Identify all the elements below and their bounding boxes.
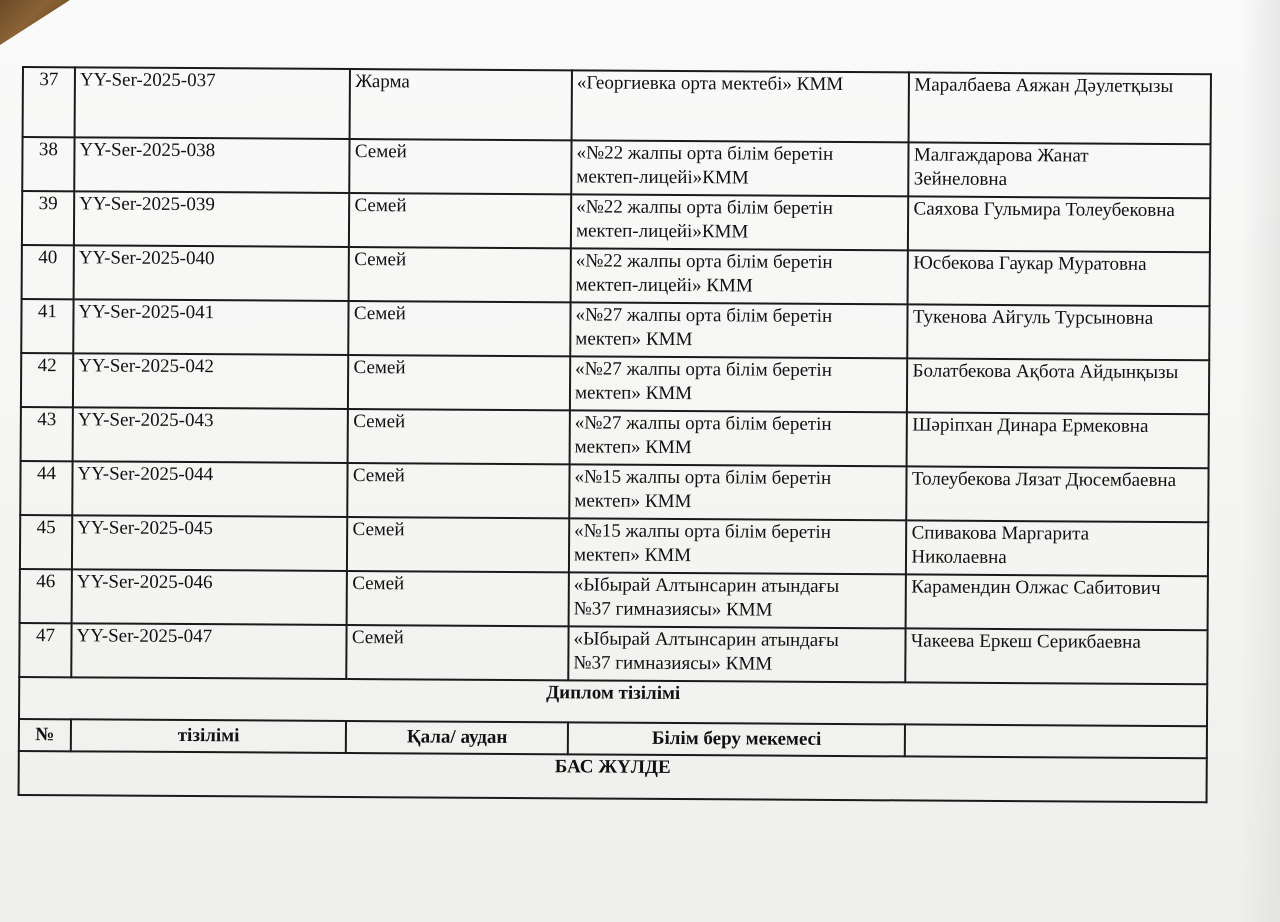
row-person-name: [908, 250, 1210, 306]
name-line: Болатбекова Ақбота Айдынқызы: [912, 360, 1179, 384]
row-person-name: [907, 358, 1209, 414]
name-line: Шәріпхан Динара Ермековна: [912, 414, 1149, 437]
row-number: 39: [22, 191, 74, 245]
header-city: Қала/ аудан: [346, 721, 568, 754]
row-city: Семей: [348, 463, 570, 518]
row-city: Семей: [349, 301, 571, 356]
row-school: [570, 356, 908, 412]
section-row: [19, 751, 1207, 802]
table-row: [21, 407, 1209, 468]
diploma-registry-table: [18, 66, 1212, 803]
row-registry-code: YY-Ser-2025-039: [74, 191, 350, 247]
school-line: мектеп» КММ: [575, 328, 693, 351]
row-number: 38: [22, 137, 74, 191]
row-school: [569, 572, 907, 628]
row-number: 40: [22, 245, 74, 299]
table-row: [22, 245, 1210, 306]
row-person-name: [908, 196, 1210, 252]
row-person-name: [909, 142, 1211, 198]
row-registry-code: YY-Ser-2025-037: [75, 67, 351, 139]
row-person-name: [906, 574, 1208, 630]
name-line: Юсбекова Гаукар Муратовна: [913, 252, 1147, 275]
school-line: №37 гимназиясы» КММ: [573, 652, 773, 675]
row-number: 45: [20, 515, 72, 569]
table-row: [20, 461, 1208, 522]
school-line: мектеп» КММ: [573, 544, 692, 567]
row-city: Семей: [348, 409, 570, 464]
row-registry-code: YY-Ser-2025-046: [72, 569, 348, 625]
name-line: Спивакова Маргарита: [911, 522, 1090, 545]
row-city: Семей: [348, 355, 570, 410]
school-line: «№22 жалпы орта білім беретін: [576, 196, 833, 219]
row-registry-code: YY-Ser-2025-042: [73, 353, 349, 409]
row-number: 46: [20, 569, 72, 623]
row-person-name: [906, 628, 1208, 684]
name-line: Толеубекова Лязат Дюсембаевна: [911, 468, 1177, 492]
name-line: Чакеева Еркеш Серикбаевна: [910, 630, 1141, 653]
name-line: Саяхова Гульмира Толеубековна: [913, 198, 1175, 222]
school-line: «№15 жалпы орта білім беретін: [574, 520, 831, 543]
row-registry-code: YY-Ser-2025-041: [73, 299, 349, 355]
table-row: [22, 137, 1210, 198]
school-line: «Георгиевка орта мектебі» КММ: [576, 72, 844, 96]
school-line: мектеп-лицейі» КММ: [575, 274, 753, 297]
row-school: [571, 248, 909, 304]
page-edge-shadow: [1240, 0, 1280, 922]
row-registry-code: YY-Ser-2025-038: [74, 137, 350, 193]
school-line: №37 гимназиясы» КММ: [573, 598, 773, 621]
table-row: [23, 67, 1211, 144]
header-registry: тізілімі: [71, 719, 347, 753]
school-line: «№27 жалпы орта білім беретін: [575, 358, 832, 381]
school-line: «Ыбырай Алтынсарин атындағы: [573, 628, 839, 652]
school-line: мектеп-лицейі»КММ: [575, 220, 749, 243]
row-school: [569, 518, 907, 574]
row-person-name: [909, 72, 1211, 144]
row-city: Семей: [347, 625, 569, 680]
table-row: [22, 191, 1210, 252]
header-number: №: [19, 719, 71, 751]
row-city: Жарма: [350, 69, 572, 140]
row-registry-code: YY-Ser-2025-047: [71, 623, 347, 679]
section-title-diploma: Диплом тізілімі: [19, 677, 1207, 726]
school-line: «№15 жалпы орта білім беретін: [574, 466, 832, 489]
row-number: 47: [19, 623, 71, 677]
row-school: [568, 626, 906, 682]
row-city: Семей: [350, 139, 572, 194]
header-name: [905, 724, 1207, 758]
school-line: мектеп-лицейі»КММ: [576, 166, 749, 189]
section-title-grand-prize: БАС ЖҮЛДЕ: [19, 751, 1207, 802]
row-city: Семей: [349, 193, 571, 248]
table-row: [21, 353, 1209, 414]
row-person-name: [907, 412, 1209, 468]
row-school: [570, 410, 908, 466]
school-line: «№27 жалпы орта білім беретін: [575, 304, 833, 327]
row-person-name: [906, 520, 1208, 576]
row-number: 41: [21, 299, 73, 353]
name-line: Тукенова Айгуль Турсыновна: [912, 306, 1154, 329]
row-person-name: [908, 304, 1210, 360]
row-school: [571, 194, 909, 250]
section-row: [19, 677, 1207, 726]
name-line: Николаевна: [911, 546, 1007, 569]
school-line: «№22 жалпы орта білім беретін: [576, 142, 834, 165]
name-line: Зейнеловна: [913, 168, 1008, 191]
table-row: [21, 299, 1209, 360]
row-city: Семей: [347, 571, 569, 626]
row-person-name: [907, 466, 1209, 522]
row-registry-code: YY-Ser-2025-040: [74, 245, 350, 301]
row-school: [569, 464, 907, 520]
row-city: Семей: [349, 247, 571, 302]
row-school: [571, 140, 909, 196]
name-line: Малгаждарова Жанат: [913, 144, 1089, 167]
row-school: [570, 302, 908, 358]
row-school: [572, 70, 910, 142]
row-number: 43: [21, 407, 73, 461]
row-registry-code: YY-Ser-2025-045: [72, 515, 348, 571]
school-line: «№27 жалпы орта білім беретін: [574, 412, 832, 435]
name-line: Карамендин Олжас Сабитович: [911, 576, 1161, 599]
table-row: [20, 569, 1208, 630]
school-line: мектеп» КММ: [574, 382, 693, 405]
school-line: «Ыбырай Алтынсарин атындағы: [573, 574, 840, 598]
row-number: 37: [23, 67, 75, 137]
table-row: [20, 515, 1208, 576]
row-city: Семей: [347, 517, 569, 572]
header-school: Білім беру мекемесі: [568, 722, 906, 756]
school-line: «№22 жалпы орта білім беретін: [575, 250, 833, 273]
table-body: [19, 67, 1211, 684]
row-number: 42: [21, 353, 73, 407]
row-registry-code: YY-Ser-2025-044: [72, 461, 348, 517]
school-line: мектеп» КММ: [574, 436, 692, 459]
school-line: мектеп» КММ: [574, 490, 692, 513]
row-number: 44: [20, 461, 72, 515]
table-row: [19, 623, 1207, 684]
name-line: Маралбаева Аяжан Дәулетқызы: [914, 74, 1174, 98]
row-registry-code: YY-Ser-2025-043: [73, 407, 349, 463]
